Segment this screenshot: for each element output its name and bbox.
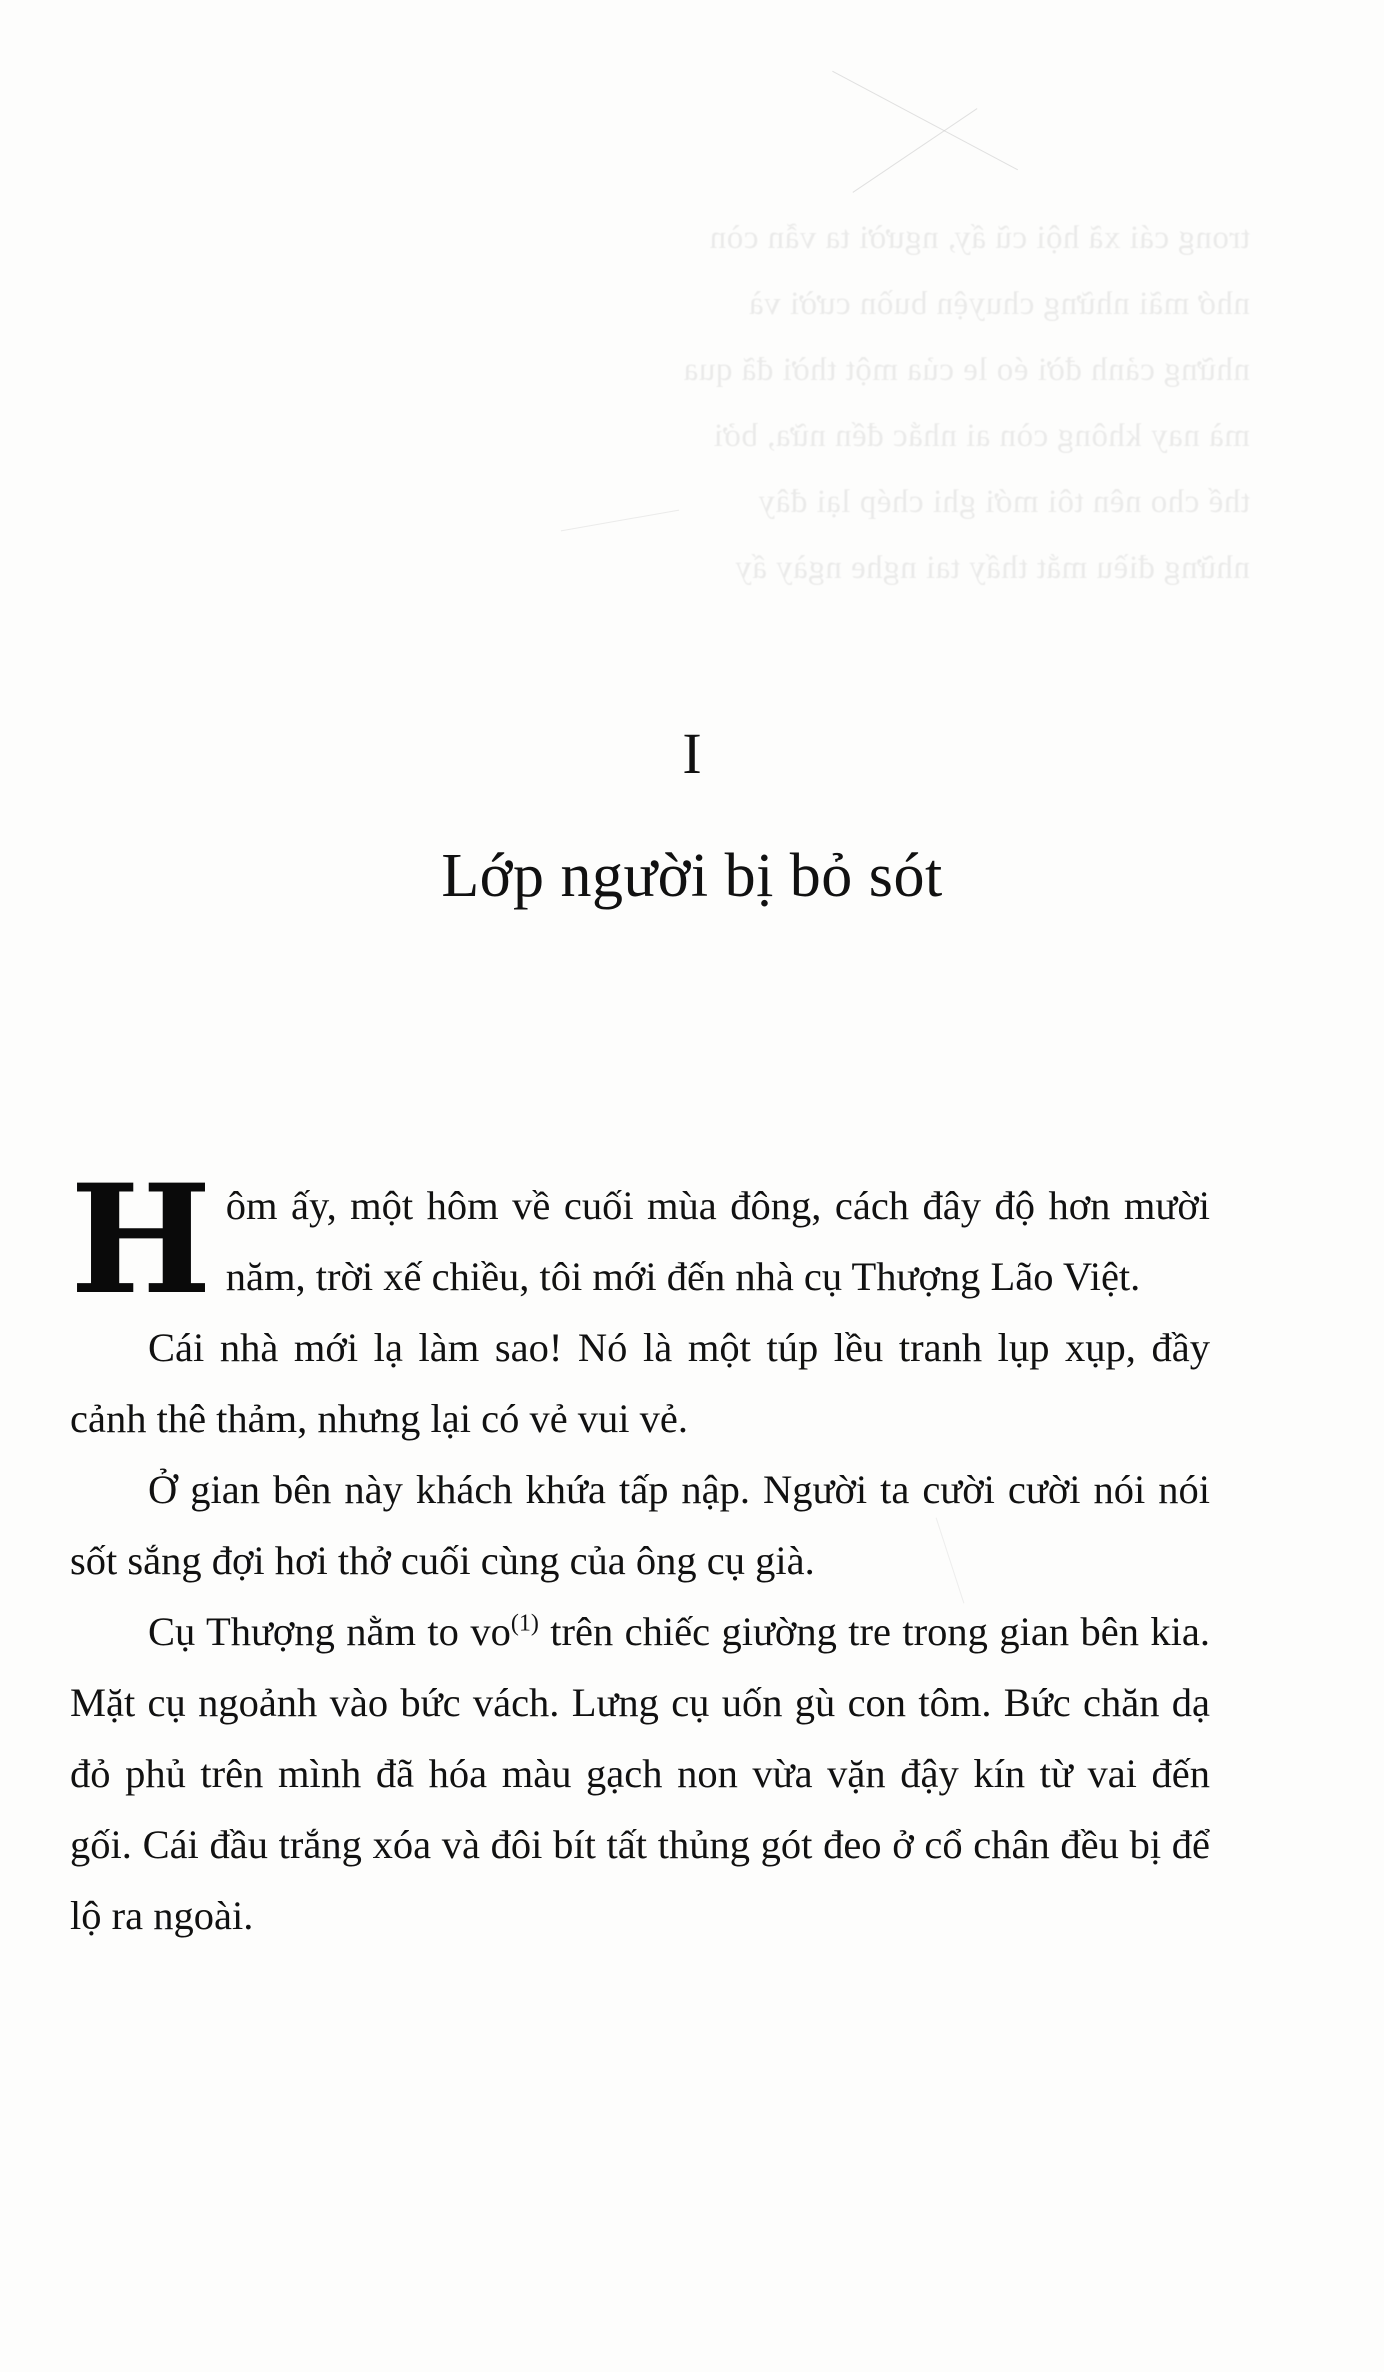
bleed-line: những điều mắt thấy tai nghe ngày ấy [734, 550, 1250, 586]
bleed-line: trong cái xã hội cũ ấy, người ta vẫn còn [709, 220, 1250, 256]
chapter-title: Lớp người bị bỏ sót [441, 842, 943, 910]
drop-cap: H [70, 1152, 212, 1328]
paragraph-3: Ở gian bên này khách khứa tấp nập. Người ta cười cười nói nói sốt sắng đợi hơi thở cuối cùng của ông cụ già. [70, 1467, 1210, 1583]
paragraph-2: Cái nhà mới lạ làm sao! Nó là một túp lều tranh lụp xụp, đầy cảnh thê thảm, nhưng lại có vẻ vui vẻ. [70, 1325, 1210, 1441]
footnote-marker: (1) [510, 1610, 539, 1637]
scan-scratch-mark [852, 108, 977, 193]
paragraph-4 [70, 1596, 1210, 1951]
scan-scratch-mark [561, 510, 679, 532]
paragraph-4-text-after: trên chiếc giường tre trong gian bên kia. Mặt cụ ngoảnh vào bức vách. Lưng cụ uốn gù con tôm. Bức chăn dạ đỏ phủ trên mình đã hóa màu gạch non vừa vặn đậy kín từ vai đến gối. Cái đầu trắng xóa và đôi bít tất thủng gót đeo ở cổ chân đều bị để lộ ra ngoài. [70, 1609, 1210, 1938]
paper-bleed-through [70, 205, 1250, 885]
bleed-line: mà nay không còn ai nhắc đến nữa, bởi [713, 418, 1250, 454]
scan-scratch-mark [832, 71, 1018, 171]
paragraph-4-text-before: Cụ Thượng nằm to vo [148, 1609, 511, 1654]
paragraph-1 [70, 1152, 1210, 1328]
bleed-line: thế cho nên tôi mới ghi chép lại đây [758, 484, 1250, 520]
body-text [70, 1152, 1210, 1951]
chapter-number: I [682, 721, 702, 786]
paragraph-1-text: ôm ấy, một hôm về cuối mùa đông, cách đây độ hơn mười năm, trời xế chiều, tôi mới đến nhà cụ Thượng Lão Việt. [225, 1183, 1210, 1299]
bleed-line: những cảnh đời éo le của một thời đã qua [683, 352, 1250, 388]
bleed-line: nhớ mãi những chuyện buồn cười và [748, 286, 1250, 322]
